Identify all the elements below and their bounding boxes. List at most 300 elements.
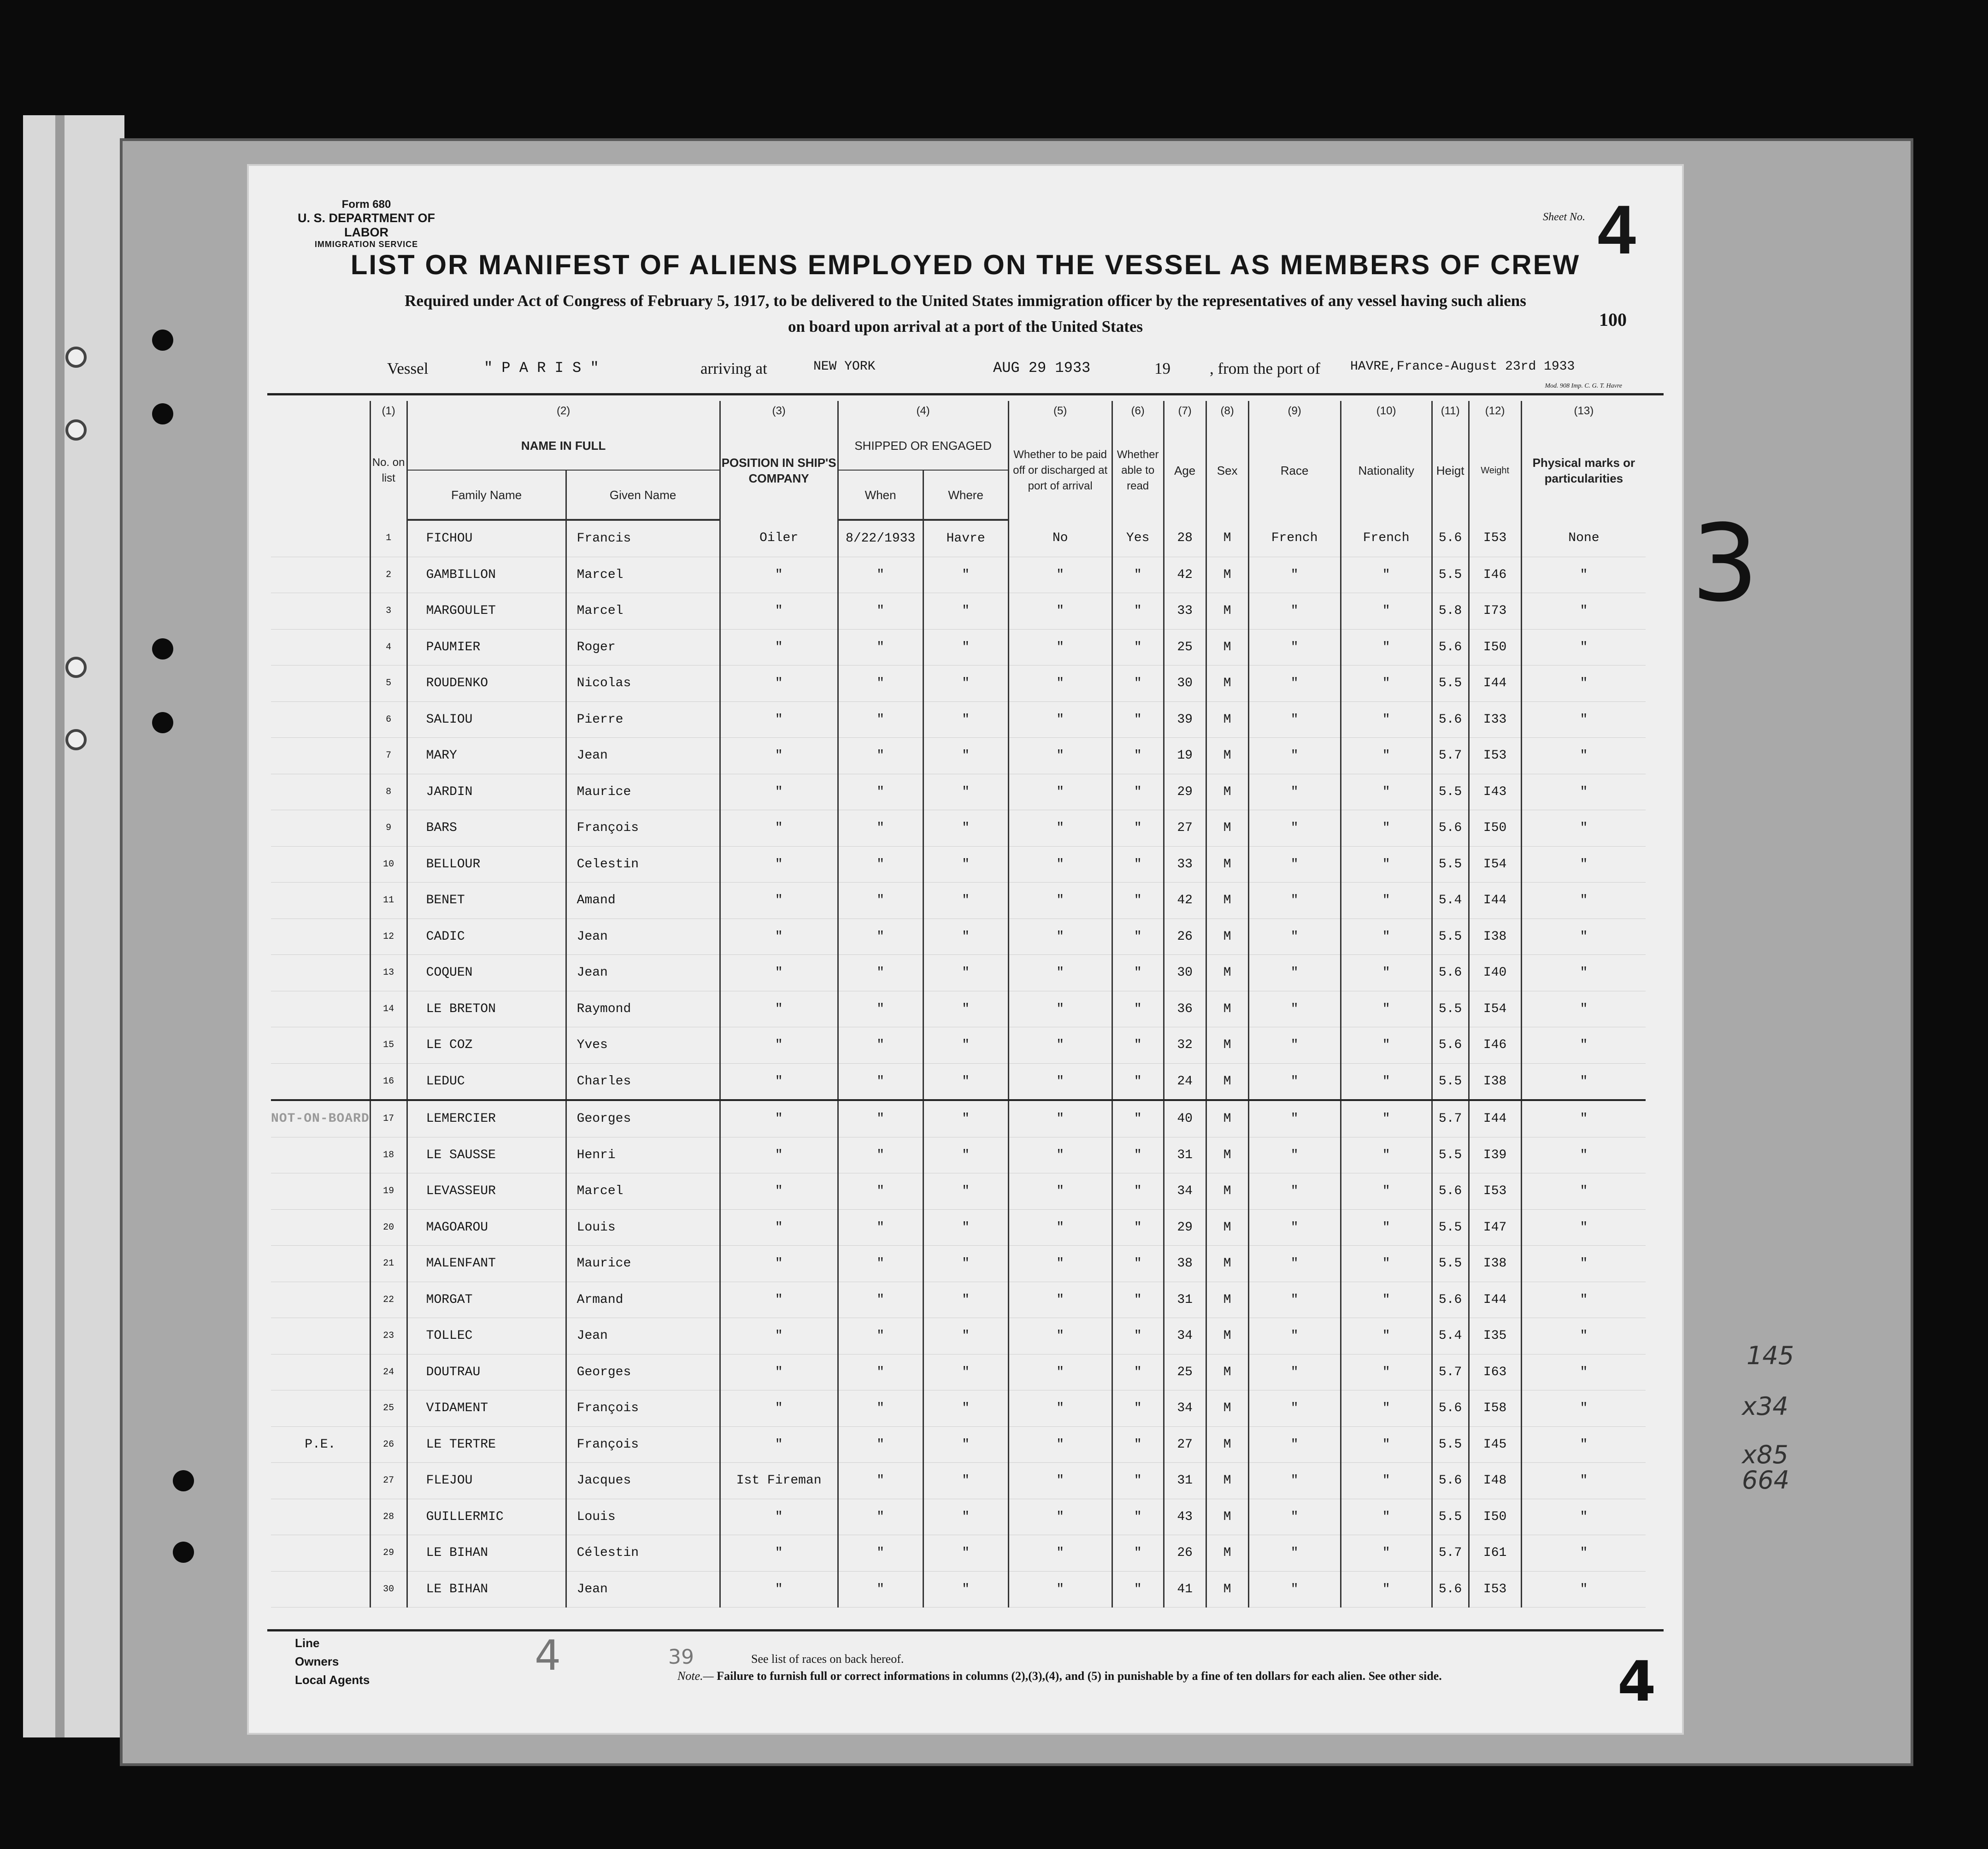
cell-marks: " [1521,557,1646,593]
cell-no: 12 [370,919,407,955]
cell-wt: I50 [1469,810,1521,847]
cell-when: " [838,1463,923,1499]
cell-marks: " [1521,774,1646,810]
cell-ht: 5.5 [1432,1426,1469,1463]
vessel-name: " P A R I S " [484,359,599,377]
cell-margin [271,1209,370,1246]
cell-when: " [838,1426,923,1463]
cell-when: " [838,883,923,919]
cell-marks: " [1521,1426,1646,1463]
cell-given: Jean [566,1318,720,1354]
cell-marks: " [1521,810,1646,847]
col-num-11: (11) [1432,401,1469,421]
board-mark: 145 [1747,1341,1794,1370]
cell-paid: " [1008,1137,1112,1173]
cell-when: " [838,1209,923,1246]
cell-wt: I40 [1469,955,1521,991]
cell-where: " [923,810,1008,847]
col-num-1: (1) [370,401,407,421]
margin-column-header-blank [271,421,370,520]
cell-ht: 5.5 [1432,1499,1469,1535]
cell-wt: I54 [1469,846,1521,883]
cell-no: 23 [370,1318,407,1354]
table-row [271,701,1646,738]
cell-race: " [1248,1571,1341,1608]
cell-race: " [1248,1282,1341,1318]
vessel-label: Vessel [387,359,429,377]
cell-family: LEMERCIER [407,1100,566,1137]
cell-where: " [923,1318,1008,1354]
cell-sex: M [1206,1282,1248,1318]
cell-position: " [720,1137,838,1173]
cell-wt: I38 [1469,1063,1521,1100]
cell-paid: " [1008,1027,1112,1064]
cell-marks: " [1521,593,1646,630]
cell-family: LE COZ [407,1027,566,1064]
cell-age: 34 [1164,1318,1206,1354]
cell-when: " [838,1027,923,1064]
cell-no: 4 [370,629,407,665]
cell-margin: P.E. [271,1426,370,1463]
cell-age: 27 [1164,810,1206,847]
cell-age: 29 [1164,1209,1206,1246]
cell-paid: " [1008,1318,1112,1354]
subtitle-line-1: Required under Act of Congress of February 5, 1917, to be delivered to the United States immigration officer by the representatives of any vessel having such aliens [405,292,1526,310]
cell-race: " [1248,1137,1341,1173]
cell-no: 1 [370,520,407,557]
cell-position: " [720,774,838,810]
header-able-to-read: Whether able to read [1112,421,1164,520]
table-row [271,1354,1646,1390]
col-num-7: (7) [1164,401,1206,421]
cell-given: Jean [566,955,720,991]
cell-margin [271,1354,370,1390]
cell-margin [271,701,370,738]
cell-family: FICHOU [407,520,566,557]
cell-position: " [720,593,838,630]
col-num-8: (8) [1206,401,1248,421]
cell-age: 25 [1164,1354,1206,1390]
cell-race: " [1248,1173,1341,1210]
cell-family: PAUMIER [407,629,566,665]
cell-margin [271,810,370,847]
arrival-port: NEW YORK [813,359,876,374]
cell-position: " [720,1063,838,1100]
cell-sex: M [1206,593,1248,630]
cell-margin [271,1535,370,1572]
cell-no: 24 [370,1354,407,1390]
cell-no: 20 [370,1209,407,1246]
cell-when: " [838,991,923,1027]
cell-read: " [1112,1246,1164,1282]
cell-given: Nicolas [566,665,720,702]
cell-sex: M [1206,1027,1248,1064]
cell-race: " [1248,846,1341,883]
cell-marks: " [1521,629,1646,665]
cell-position: " [720,955,838,991]
col-num-4: (4) [838,401,1008,421]
cell-nat: " [1341,774,1432,810]
cell-given: Jacques [566,1463,720,1499]
cell-paid: " [1008,593,1112,630]
cell-marks: " [1521,1282,1646,1318]
cell-where: " [923,629,1008,665]
cell-where: " [923,1027,1008,1064]
table-row [271,810,1646,847]
cell-sex: M [1206,846,1248,883]
cell-age: 26 [1164,1535,1206,1572]
penalty-note [677,1669,1442,1683]
board-mark: 664 [1742,1466,1790,1495]
cell-nat: " [1341,1426,1432,1463]
header-shipped-or-engaged: SHIPPED OR ENGAGED [838,421,1008,470]
header-no-on-list: No. on list [370,421,407,520]
cell-no: 22 [370,1282,407,1318]
punch-hole [173,1470,194,1491]
cell-when: " [838,1100,923,1137]
cell-paid: " [1008,1463,1112,1499]
cell-read: " [1112,701,1164,738]
table-row [271,1535,1646,1572]
cell-paid: " [1008,919,1112,955]
cell-given: Maurice [566,774,720,810]
cell-marks: " [1521,1535,1646,1572]
cell-family: TOLLEC [407,1318,566,1354]
cell-age: 41 [1164,1571,1206,1608]
cell-marks: " [1521,1463,1646,1499]
table-row [271,520,1646,557]
cell-marks: " [1521,1499,1646,1535]
cell-family: BELLOUR [407,846,566,883]
cell-wt: I53 [1469,1571,1521,1608]
cell-nat: " [1341,665,1432,702]
table-row [271,557,1646,593]
cell-ht: 5.7 [1432,1100,1469,1137]
cell-margin [271,846,370,883]
cell-given: Celestin [566,846,720,883]
cell-where: " [923,1246,1008,1282]
cell-no: 13 [370,955,407,991]
cell-nat: " [1341,1463,1432,1499]
cell-read: " [1112,1426,1164,1463]
cell-family: GAMBILLON [407,557,566,593]
cell-given: Marcel [566,557,720,593]
cell-given: Marcel [566,1173,720,1210]
cell-ht: 5.8 [1432,593,1469,630]
cell-ht: 5.6 [1432,520,1469,557]
cell-race: " [1248,738,1341,774]
cell-given: Amand [566,883,720,919]
cell-wt: I38 [1469,1246,1521,1282]
cell-family: BENET [407,883,566,919]
cell-sex: M [1206,1463,1248,1499]
cell-read: " [1112,1100,1164,1137]
cell-nat: " [1341,1137,1432,1173]
cell-given: Jean [566,738,720,774]
cell-margin [271,1318,370,1354]
cell-margin [271,1173,370,1210]
cell-wt: I38 [1469,919,1521,955]
col-num-13: (13) [1521,401,1646,421]
cell-margin [271,738,370,774]
cell-race: " [1248,955,1341,991]
cell-sex: M [1206,520,1248,557]
cell-read: " [1112,846,1164,883]
cell-no: 21 [370,1246,407,1282]
cell-paid: " [1008,1354,1112,1390]
header-nationality: Nationality [1341,421,1432,520]
cell-race: " [1248,701,1341,738]
cell-position: " [720,1571,838,1608]
cell-ht: 5.5 [1432,1063,1469,1100]
cell-race: " [1248,991,1341,1027]
cell-family: DOUTRAU [407,1354,566,1390]
vessel-line [249,359,1682,387]
cell-nat: " [1341,846,1432,883]
cell-ht: 5.6 [1432,1282,1469,1318]
table-row [271,955,1646,991]
cell-margin [271,629,370,665]
cell-ht: 5.6 [1432,1390,1469,1427]
cell-race: " [1248,1209,1341,1246]
cell-family: MARY [407,738,566,774]
cell-nat: " [1341,1390,1432,1427]
cell-race: " [1248,883,1341,919]
cell-nat: " [1341,1571,1432,1608]
cell-paid: " [1008,1282,1112,1318]
binder-ring [65,657,87,678]
table-row [271,1463,1646,1499]
cell-sex: M [1206,1173,1248,1210]
cell-age: 43 [1164,1499,1206,1535]
cell-nat: " [1341,919,1432,955]
cell-nat: " [1341,883,1432,919]
header-race: Race [1248,421,1341,520]
cell-margin [271,557,370,593]
header-paid-off: Whether to be paid off or discharged at port of arrival [1008,421,1112,520]
cell-no: 30 [370,1571,407,1608]
cell-margin [271,1390,370,1427]
cell-margin [271,1137,370,1173]
cell-read: " [1112,1535,1164,1572]
cell-age: 34 [1164,1390,1206,1427]
cell-family: LE SAUSSE [407,1137,566,1173]
cell-given: Pierre [566,701,720,738]
cell-age: 42 [1164,557,1206,593]
cell-age: 31 [1164,1137,1206,1173]
cell-sex: M [1206,1137,1248,1173]
cell-position: " [720,557,838,593]
table-row [271,1246,1646,1282]
binder-ring [65,419,87,441]
cell-nat: " [1341,1063,1432,1100]
cell-ht: 5.6 [1432,1463,1469,1499]
header-age: Age [1164,421,1206,520]
cell-ht: 5.7 [1432,1535,1469,1572]
pencil-mark: 39 [668,1645,694,1669]
cell-nat: " [1341,1100,1432,1137]
cell-paid: " [1008,1426,1112,1463]
cell-marks: " [1521,1063,1646,1100]
cell-no: 19 [370,1173,407,1210]
cell-family: LEVASSEUR [407,1173,566,1210]
pencil-mark: 4 [535,1631,561,1680]
board-mark: x85 [1742,1440,1788,1469]
cell-wt: I47 [1469,1209,1521,1246]
form-identifier [290,198,442,249]
cell-family: COQUEN [407,955,566,991]
cell-marks: " [1521,1246,1646,1282]
cell-read: " [1112,1318,1164,1354]
cell-age: 40 [1164,1100,1206,1137]
cell-read: " [1112,557,1164,593]
cell-paid: " [1008,1063,1112,1100]
cell-sex: M [1206,1499,1248,1535]
note-text: Failure to furnish full or correct informations in columns (2),(3),(4), and (5) in punishable by a fine of ten dollars for each alien. See other side. [717,1669,1442,1683]
cell-age: 24 [1164,1063,1206,1100]
cell-paid: " [1008,1209,1112,1246]
cell-nat: " [1341,955,1432,991]
cell-race: " [1248,1100,1341,1137]
cell-read: " [1112,1354,1164,1390]
cell-age: 26 [1164,919,1206,955]
cell-no: 3 [370,593,407,630]
cell-ht: 5.4 [1432,883,1469,919]
cell-wt: I43 [1469,774,1521,810]
cell-where: " [923,1282,1008,1318]
cell-where: " [923,593,1008,630]
cell-age: 19 [1164,738,1206,774]
cell-family: LE BRETON [407,991,566,1027]
cell-ht: 5.5 [1432,919,1469,955]
local-agents-label: Local Agents [295,1673,370,1687]
cell-position: Ist Fireman [720,1463,838,1499]
table-row [271,1390,1646,1427]
document-subtitle [276,288,1654,340]
cell-sex: M [1206,629,1248,665]
cell-where: " [923,1426,1008,1463]
cell-where: " [923,1209,1008,1246]
cell-paid: " [1008,810,1112,847]
table-row [271,1100,1646,1137]
cell-family: CADIC [407,919,566,955]
cell-marks: " [1521,919,1646,955]
cell-marks: " [1521,701,1646,738]
cell-marks: " [1521,991,1646,1027]
cell-where: " [923,1354,1008,1390]
races-reference: See list of races on back hereof. [751,1652,904,1666]
cell-given: Maurice [566,1246,720,1282]
cell-given: Jean [566,919,720,955]
cell-age: 31 [1164,1463,1206,1499]
cell-where: " [923,846,1008,883]
cell-paid: " [1008,846,1112,883]
cell-read: " [1112,810,1164,847]
cell-when: " [838,593,923,630]
cell-when: " [838,557,923,593]
cell-where: Havre [923,520,1008,557]
cell-margin [271,1571,370,1608]
cell-paid: No [1008,520,1112,557]
cell-nat: " [1341,1027,1432,1064]
cell-read: " [1112,955,1164,991]
cell-where: " [923,1463,1008,1499]
cell-position: " [720,701,838,738]
col-num-3: (3) [720,401,838,421]
cell-margin [271,919,370,955]
cell-sex: M [1206,919,1248,955]
cell-read: " [1112,1463,1164,1499]
cell-position: " [720,1318,838,1354]
cell-when: " [838,701,923,738]
cell-marks: " [1521,1100,1646,1137]
cell-given: Jean [566,1571,720,1608]
cell-wt: I53 [1469,738,1521,774]
cell-age: 34 [1164,1173,1206,1210]
cell-position: " [720,846,838,883]
cell-age: 29 [1164,774,1206,810]
cell-age: 33 [1164,593,1206,630]
cell-paid: " [1008,1100,1112,1137]
cell-no: 9 [370,810,407,847]
cell-paid: " [1008,1246,1112,1282]
page-number: 100 [1599,309,1627,330]
cell-family: GUILLERMIC [407,1499,566,1535]
cell-wt: I44 [1469,665,1521,702]
cell-ht: 5.5 [1432,774,1469,810]
cell-sex: M [1206,991,1248,1027]
cell-marks: " [1521,883,1646,919]
cell-read: Yes [1112,520,1164,557]
table-row [271,593,1646,630]
cell-read: " [1112,1137,1164,1173]
cell-sex: M [1206,1535,1248,1572]
owners-label: Owners [295,1655,339,1668]
cell-paid: " [1008,1499,1112,1535]
cell-wt: I33 [1469,701,1521,738]
cell-sex: M [1206,1426,1248,1463]
cell-where: " [923,955,1008,991]
table-row [271,919,1646,955]
cell-ht: 5.6 [1432,955,1469,991]
cell-marks: " [1521,738,1646,774]
from-port-label: , from the port of [1210,359,1321,377]
cell-ht: 5.7 [1432,1354,1469,1390]
cell-read: " [1112,1282,1164,1318]
cell-where: " [923,1063,1008,1100]
cell-family: BARS [407,810,566,847]
cell-paid: " [1008,1535,1112,1572]
cell-marks: " [1521,1173,1646,1210]
table-row [271,1173,1646,1210]
note-label: Note.— [677,1669,714,1683]
cell-when: " [838,774,923,810]
cell-when: " [838,629,923,665]
cell-position: " [720,665,838,702]
cell-where: " [923,665,1008,702]
cell-position: " [720,1535,838,1572]
cell-read: " [1112,738,1164,774]
cell-race: " [1248,1354,1341,1390]
cell-marks: " [1521,1354,1646,1390]
cell-ht: 5.5 [1432,557,1469,593]
cell-ht: 5.6 [1432,1571,1469,1608]
cell-margin [271,1063,370,1100]
cell-race: " [1248,1063,1341,1100]
cell-age: 32 [1164,1027,1206,1064]
cell-no: 14 [370,991,407,1027]
table-row [271,1499,1646,1535]
